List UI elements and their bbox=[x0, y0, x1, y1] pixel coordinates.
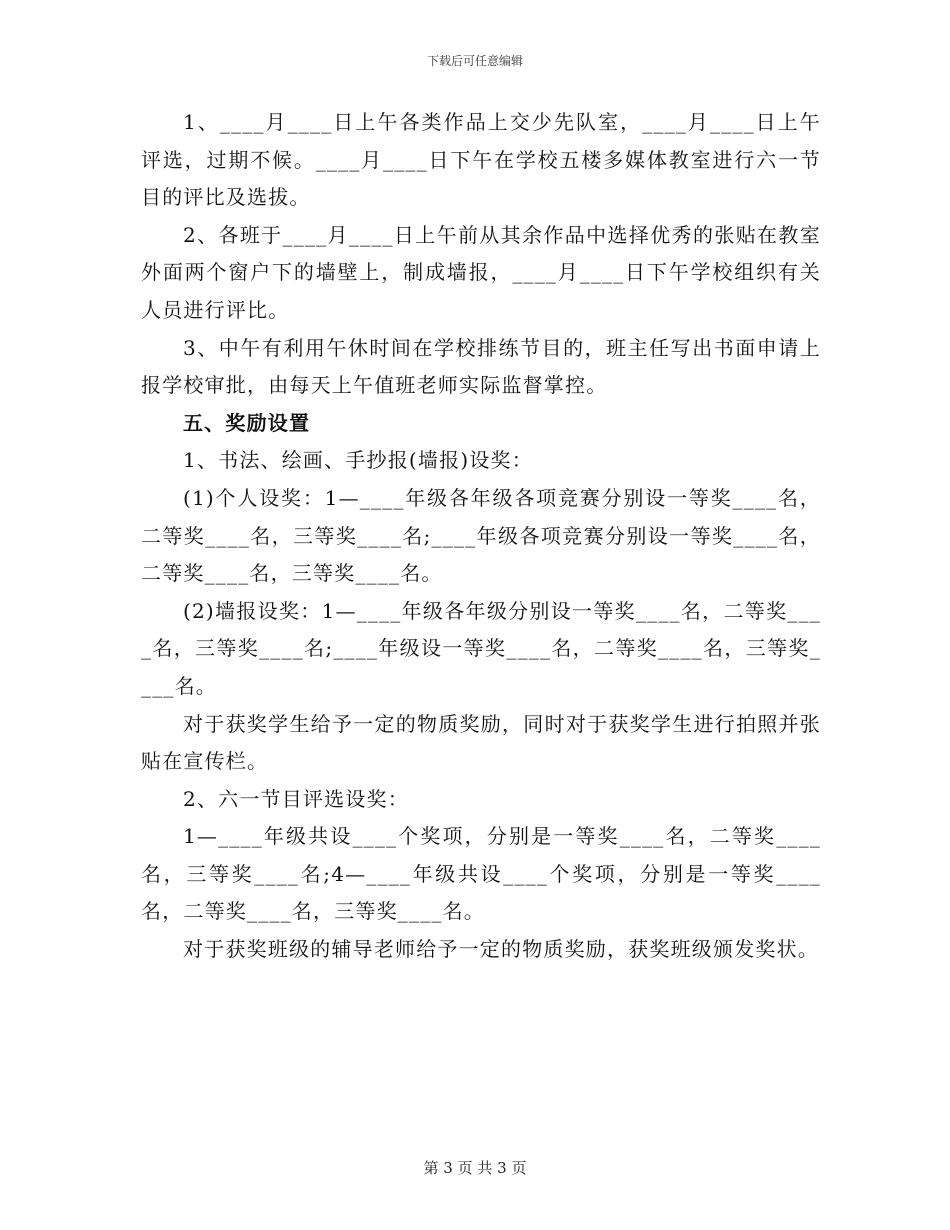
paragraph-wall-newspaper-awards: (2)墙报设奖：1—____年级各年级分别设一等奖____名，二等奖____名，三等奖____名;____年级设一等奖____名，二等奖____名，三等奖____名。 bbox=[141, 598, 821, 698]
paragraph-individual-awards: (1)个人设奖：1—____年级各年级各项竞赛分别设一等奖____名，二等奖____名，三等奖____名;____年级各项竞赛分别设一等奖____名，二等奖____名，三等奖____名。 bbox=[141, 485, 821, 586]
page-header: 下载后可任意编辑 bbox=[426, 54, 523, 68]
paragraph-student-rewards: 对于获奖学生给予一定的物质奖励，同时对于获奖学生进行拍照并张贴在宣传栏。 bbox=[141, 711, 821, 774]
paragraph-rehearsal-approval: 3、中午有利用午休时间在学校排练节目的，班主任写出书面申请上报学校审批，由每天上午值班老师实际监督掌控。 bbox=[141, 335, 821, 398]
paragraph-art-awards-intro: 1、书法、绘画、手抄报(墙报)设奖： bbox=[183, 448, 533, 473]
paragraph-performance-awards: 1—____年级共设____个奖项，分别是一等奖____名，二等奖____名，三等奖____名;4—____年级共设____个奖项，分别是一等奖____名，二等奖____名，三等奖____名。 bbox=[141, 824, 821, 924]
paragraph-wall-display: 2、各班于____月____日上午前从其余作品中选择优秀的张贴在教室外面两个窗户下的墙壁上，制成墙报，____月____日下午学校组织有关人员进行评比。 bbox=[141, 222, 821, 322]
paragraph-performance-awards-intro: 2、六一节目评选设奖： bbox=[183, 786, 409, 811]
page-footer: 第 3 页 共 3 页 bbox=[423, 1159, 527, 1177]
document-body bbox=[141, 104, 821, 969]
section-heading-awards: 五、奖励设置 bbox=[183, 410, 311, 435]
paragraph-teacher-rewards: 对于获奖班级的辅导老师给予一定的物质奖励，获奖班级颁发奖状。 bbox=[183, 937, 819, 962]
paragraph-submission-schedule: 1、____月____日上午各类作品上交少先队室，____月____日上午评选，过期不候。____月____日下午在学校五楼多媒体教室进行六一节目的评比及选拔。 bbox=[141, 110, 821, 210]
